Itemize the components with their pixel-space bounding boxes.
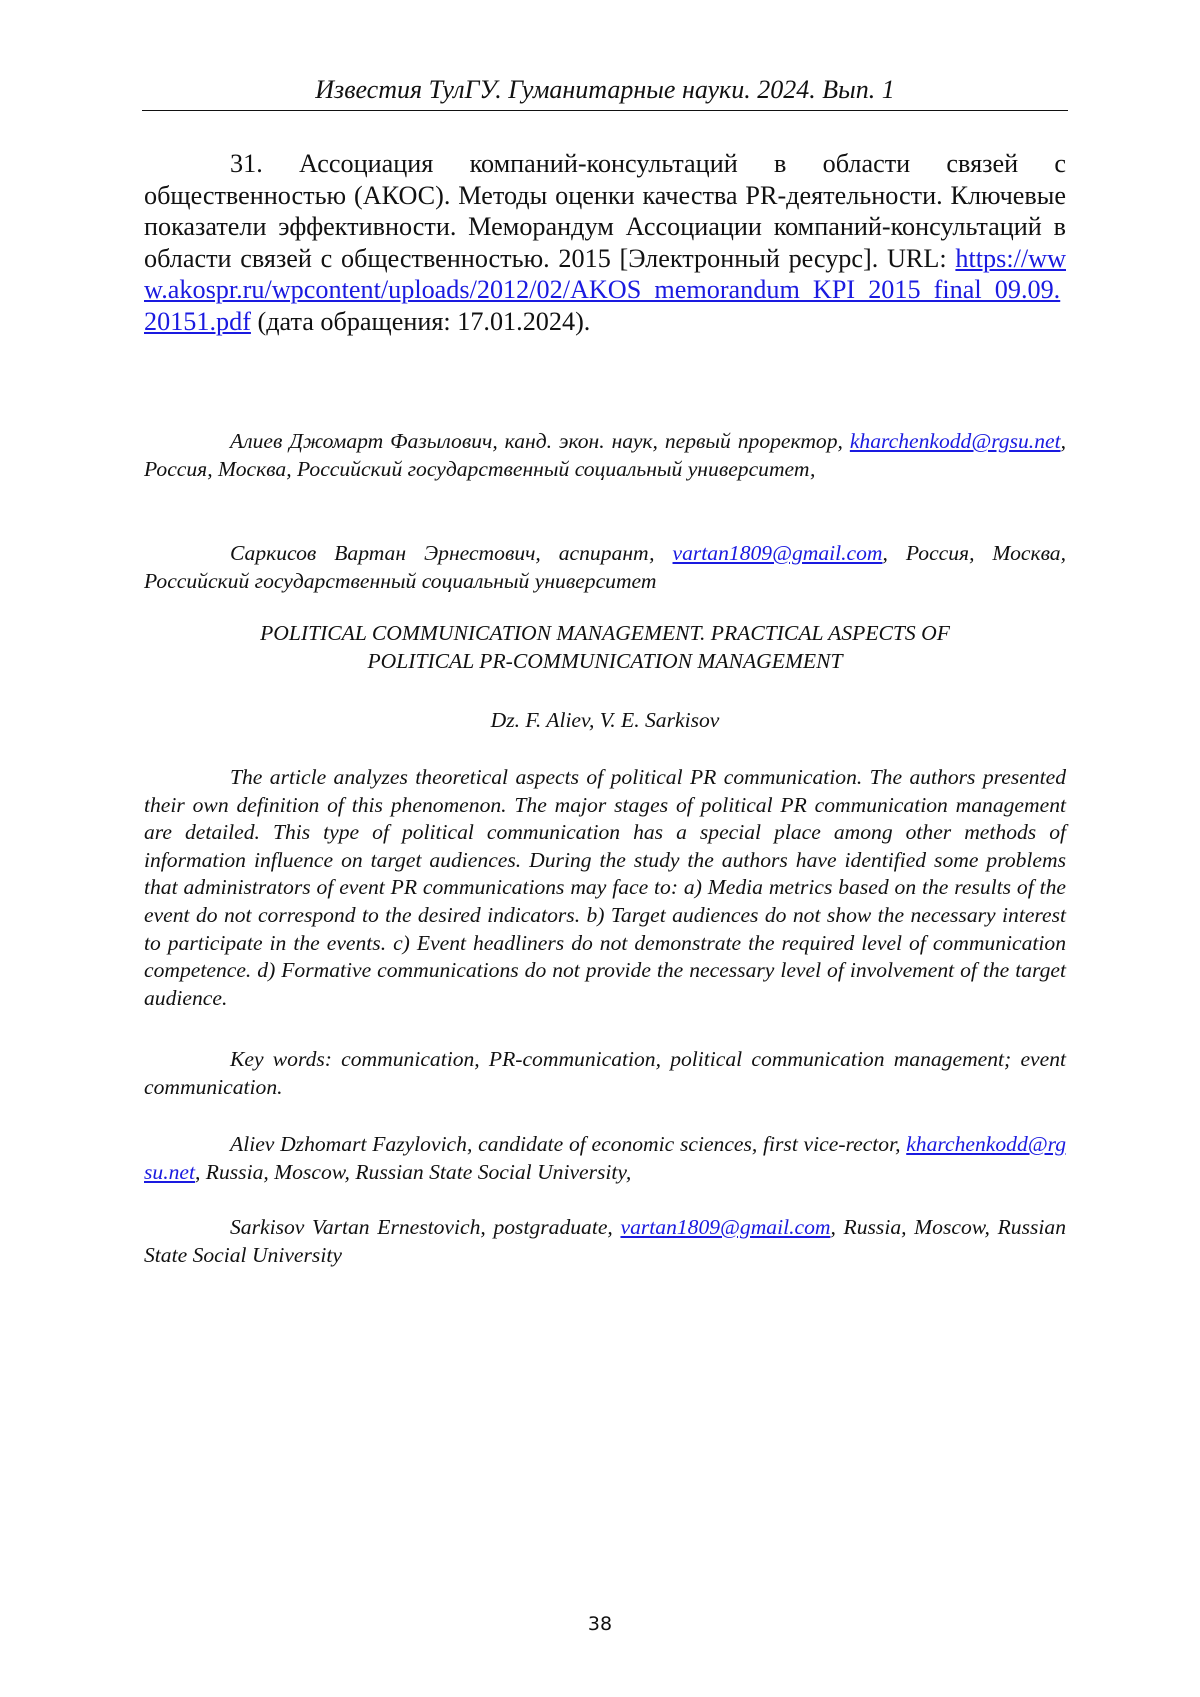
en-author-1: [144, 1131, 1066, 1186]
en-author-2-text: Sarkisov Vartan Ernestovich, postgraduate,: [230, 1215, 621, 1239]
article-title-line-2: POLITICAL PR-COMMUNICATION MANAGEMENT: [367, 648, 843, 673]
abstract-text: The article analyzes theoretical aspects of political PR communication. The authors presented their own definition of this phenomenon. The major stages of political PR communication management are detailed. This type of political communication has a special place among other methods of information influence on target audiences. During the study the authors have identified some problems that administrators of event PR communications may face to: a) Media metrics based on the results of the event do not correspond to the desired indicators. b) Target audiences do not show the necessary interest to participate in the events. c) Event headliners do not demonstrate the required level of communication competence. d) Formative communications do not provide the necessary level of involvement of the target audience.: [144, 765, 1066, 1010]
en-author-1-email-link[interactable]: kharchenkodd@rgsu.net: [144, 1132, 1066, 1184]
keywords-text: Key words: communication, PR-communication, political communication management; event communication.: [144, 1047, 1066, 1099]
running-header: Известия ТулГУ. Гуманитарные науки. 2024. Вып. 1: [142, 74, 1068, 111]
ru-author-1-text: Алиев Джомарт Фазылович, канд. экон. наук, первый проректор,: [230, 429, 850, 453]
en-author-1-text: Aliev Dzhomart Fazylovich, candidate of economic sciences, first vice-rector,: [230, 1132, 907, 1156]
abstract: [144, 764, 1066, 1012]
ru-author-2: [144, 540, 1066, 595]
ru-author-1: [144, 428, 1066, 483]
ru-author-1-affiliation: , Россия, Москва, Российский государственный социальный университет,: [144, 429, 1066, 481]
reference-url-link[interactable]: https://www.akospr.ru/wpcontent/uploads/2012/02/AKOS_memorandum_KPI_2015_final_09.09.20151.pdf: [144, 243, 1066, 336]
page-number: 38: [587, 1613, 613, 1635]
ru-author-1-email-link[interactable]: kharchenkodd@rgsu.net: [849, 429, 1061, 453]
reference-access-date: (дата обращения: 17.01.2024).: [250, 306, 591, 336]
en-author-1-affiliation: , Russia, Moscow, Russian State Social University,: [194, 1159, 632, 1184]
keywords: [144, 1046, 1066, 1101]
article-title-line-1: POLITICAL COMMUNICATION MANAGEMENT. PRACTICAL ASPECTS OF: [260, 621, 950, 645]
ru-author-2-affiliation: , Россия, Москва, Российский государственный социальный университет: [144, 541, 1066, 593]
ru-author-2-email-link[interactable]: vartan1809@gmail.com: [672, 541, 883, 565]
ru-author-2-text: Саркисов Вартан Эрнестович, аспирант,: [230, 541, 673, 565]
en-author-2-email-link[interactable]: vartan1809@gmail.com: [620, 1215, 831, 1239]
en-author-2: [144, 1214, 1066, 1269]
reference-31: [144, 148, 1066, 337]
reference-text: 31. Ассоциация компаний-консультаций в области связей с общественностью (АКОС). Методы оценки качества PR-деятельности. Ключевые показатели эффективности. Меморандум Ассоциации компаний-консультаций в области связей с общественностью. 2015 [Электронный ресурс]. URL:: [144, 149, 1066, 273]
en-author-2-affiliation: , Russia, Moscow, Russian State Social University: [144, 1215, 1066, 1267]
article-title: [144, 620, 1066, 675]
article-authors: Dz. F. Aliev, V. E. Sarkisov: [490, 708, 720, 732]
